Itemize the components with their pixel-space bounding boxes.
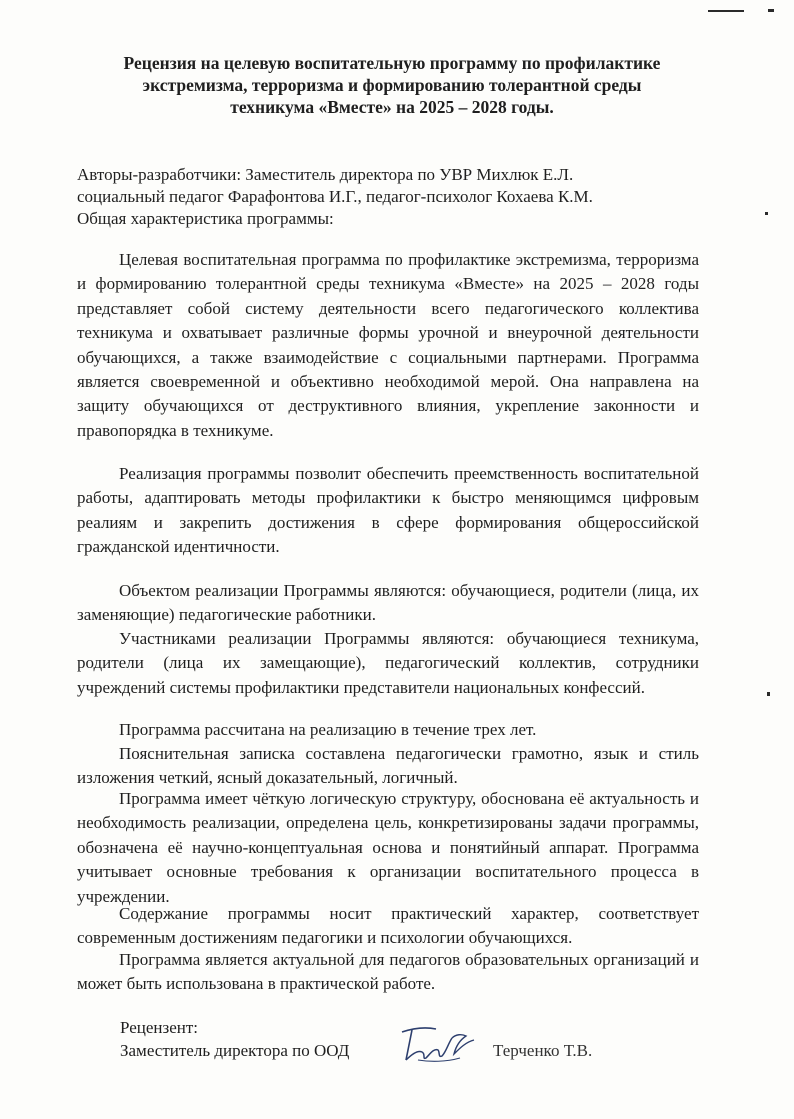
- scan-artifact: [765, 212, 768, 215]
- scan-artifact: [708, 10, 744, 12]
- signature-image: [396, 1024, 480, 1070]
- reviewer-role: Заместитель директора по ООД: [120, 1041, 350, 1060]
- scan-artifact: [768, 9, 774, 12]
- paragraph-object: Объектом реализации Программы являются: обучающиеся, родители (лица, их заменяющие) педагогические работники.: [77, 581, 699, 625]
- paragraph-explanatory-note: Пояснительная записка составлена педагогически грамотно, язык и стиль изложения четкий, ясный доказательный, логичный.: [77, 744, 699, 788]
- title-line: Рецензия на целевую воспитательную программу по профилактике: [123, 53, 661, 73]
- paragraph-program-description: Целевая воспитательная программа по профилактике экстремизма, терроризма и формированию толерантной среды техникума «Вместе» на 2025 – 2028 годы представляет собой систему деятельности всего педагогического коллектива техникума и охватывает различные формы урочной и внеурочной деятельности обучающихся, а также взаимодействие с социальными партнерами. Программа является своевременной и объективно необходимой мерой. Она направлена на защиту обучающихся от деструктивного влияния, укрепление законности и правопорядка в техникуме.: [77, 250, 699, 440]
- paragraph-participants: Участниками реализации Программы являются: обучающиеся техникума, родители (лица их замещающие), педагогический коллектив, сотрудники учреждений системы профилактики представители национальных конфессий.: [77, 629, 699, 697]
- authors-block: [77, 164, 717, 230]
- paragraph-structure: Программа имеет чёткую логическую структуру, обоснована её актуальность и необходимость реализации, определена цель, конкретизированы задачи программы, обозначена её научно-концептуальная основа и понятийный аппарат. Программа учитывает основные требования к организации воспитательного процесса в учреждении.: [77, 789, 699, 906]
- paragraph-relevance: Программа является актуальной для педагогов образовательных организаций и может быть использована в практической работе.: [77, 950, 699, 994]
- paragraph-implementation: Реализация программы позволит обеспечить преемственность воспитательной работы, адаптировать методы профилактики к быстро меняющимся цифровым реалиям и закрепить достижения в сфере формирования общероссийской гражданской идентичности.: [77, 464, 699, 557]
- authors-line: социальный педагог Фарафонтова И.Г., педагог-психолог Кохаева К.М.: [77, 187, 593, 206]
- title-line: экстремизма, терроризма и формированию толерантной среды: [142, 75, 642, 95]
- paragraph-content: Содержание программы носит практический характер, соответствует современным достижениям педагогики и психологии обучающихся.: [77, 904, 699, 948]
- authors-line: Авторы-разработчики: Заместитель директора по УВР Михлюк Е.Л.: [77, 165, 574, 184]
- authors-line: Общая характеристика программы:: [77, 209, 334, 228]
- paragraph-duration: Программа рассчитана на реализацию в течение трех лет.: [119, 720, 537, 739]
- reviewer-name: Терченко Т.В.: [493, 1041, 593, 1060]
- reviewer-label: Рецензент:: [120, 1018, 199, 1037]
- title-line: техникума «Вместе» на 2025 – 2028 годы.: [230, 97, 554, 117]
- scan-artifact: [767, 692, 770, 696]
- document-title: [70, 52, 714, 118]
